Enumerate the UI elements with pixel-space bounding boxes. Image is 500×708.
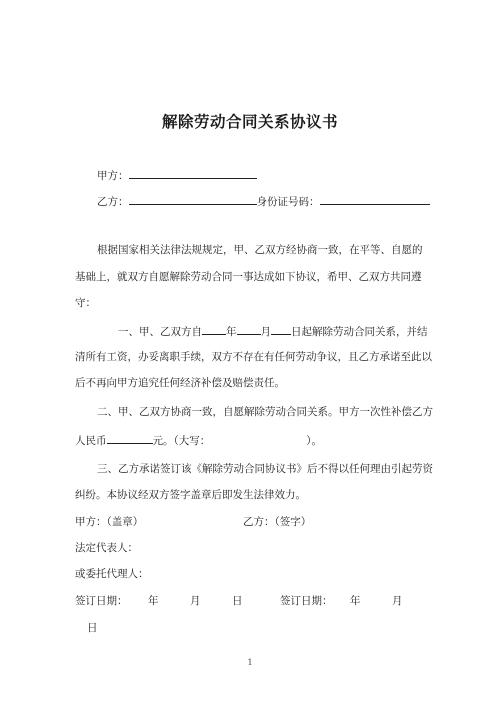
date-a-year: 年 [148,595,159,607]
clause-1-prefix: 一、甲、乙双方自 [118,326,202,338]
date-b-month: 月 [392,595,403,607]
clause-1-month-label: 月 [260,326,271,338]
clause-2-prefix: 人民币 [75,435,107,447]
id-number-label: 身份证号码： [256,196,320,208]
date-b-year: 年 [350,595,361,607]
date-label-a: 签订日期： [75,595,128,607]
intro-line-2: 基础上，就双方自愿解除劳动合同一事达成如下协议，希甲、乙双方共同遵 [75,271,422,283]
clause-1-month-blank[interactable] [237,323,261,335]
party-b-sign: 乙方：（签字） [243,516,312,528]
intro-line-1: 根据国家相关法律法规规定，甲、乙双方经协商一致，在平等、自愿的 [97,244,423,256]
date-a-month: 月 [190,595,201,607]
clause-1-line-1 [118,323,428,339]
party-b-blank[interactable] [129,193,257,205]
party-a-line [97,167,257,183]
clause-2-unit: 元。（大写： [152,435,211,447]
party-b-line [97,193,430,209]
page-number: 1 [247,658,253,667]
party-a-label: 甲方： [97,170,129,182]
party-b-label: 乙方： [97,196,129,208]
id-number-blank[interactable] [320,193,430,205]
clause-1-line-2: 清所有工资，办妥离职手续，双方不存在有任何劳动争议，且乙方承诺至此以 [75,351,432,363]
clause-1-day-blank[interactable] [271,323,291,335]
clause-1-year-label: 年 [226,326,237,338]
authorized-agent: 或委托代理人： [75,568,149,580]
clause-1-year-blank[interactable] [202,323,226,335]
document-title: 解除劳动合同关系协议书 [161,112,338,131]
clause-3-line-1: 三、乙方承诺签订该《解除劳动合同协议书》后不得以任何理由引起劳资 [97,463,433,475]
clause-2-close: ）。 [306,435,322,447]
clause-3-line-2: 纠纷。本协议经双方签字盖章后即发生法律效力。 [75,489,306,501]
clause-2-line-1: 二、甲、乙双方协商一致，自愿解除劳动合同关系。甲方一次性补偿乙方 [97,406,433,418]
clause-2-line-2 [75,432,322,448]
party-a-blank[interactable] [129,167,257,179]
amount-blank[interactable] [107,432,153,444]
clause-1-line-3: 后不再向甲方追究任何经济补偿及赔偿责任。 [75,377,285,389]
clause-1-day-text: 日起解除劳动合同关系，并结 [291,326,428,338]
intro-line-3: 守： [75,297,96,309]
party-a-seal: 甲方：（盖章） [75,516,144,528]
date-b-day: 日 [87,622,98,634]
date-a-day: 日 [232,595,243,607]
date-label-b: 签订日期： [280,595,333,607]
legal-representative: 法定代表人： [75,542,138,554]
